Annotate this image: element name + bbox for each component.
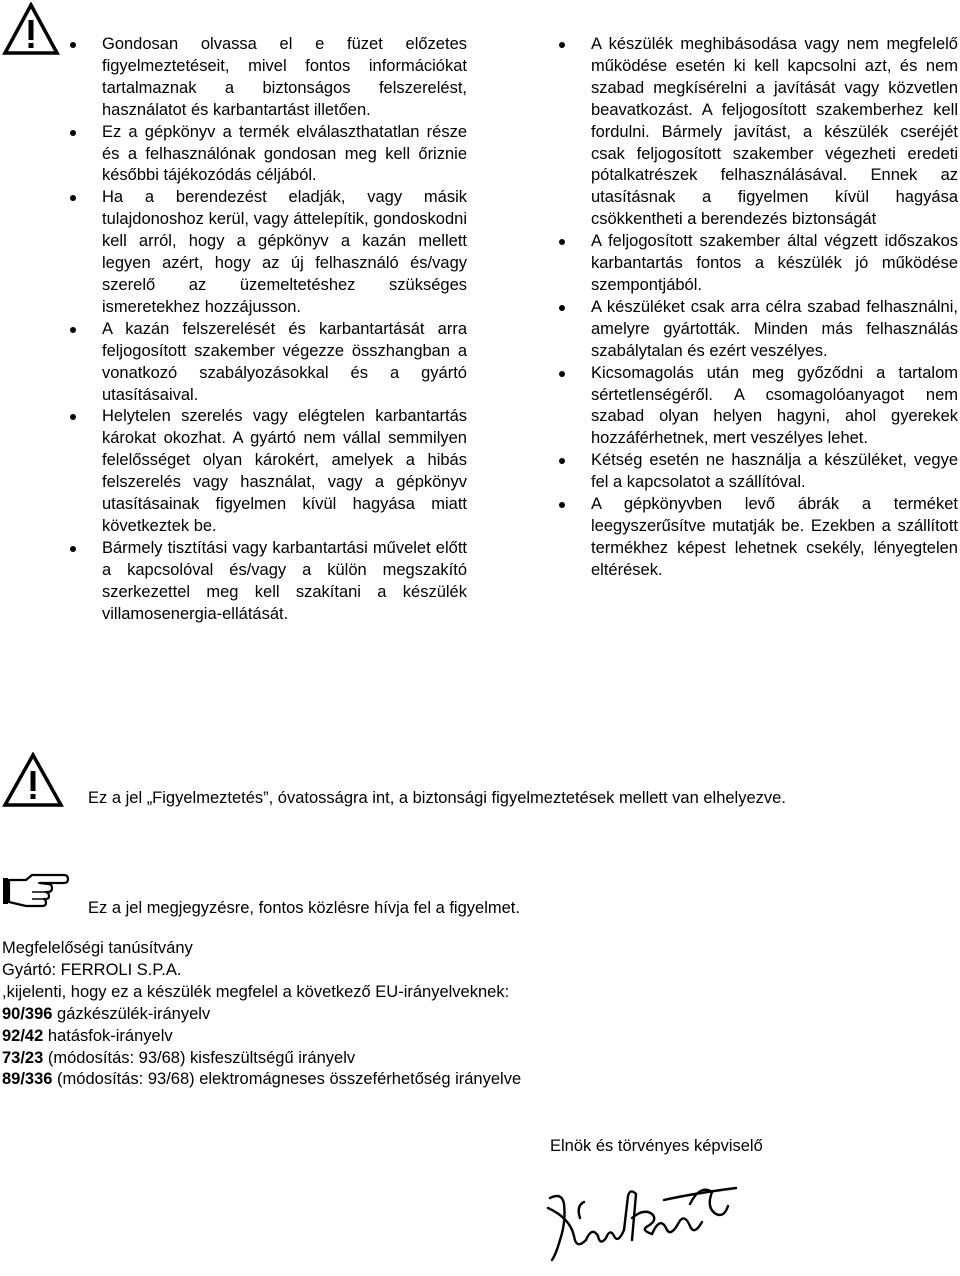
bullet-icon: [70, 130, 76, 136]
list-item: A gépkönyvben levő ábrák a terméket leegyszerűsítve mutatják be. Ezekben a szállított termékhez képest lehetnek csekély, lényegtelen eltérések.: [559, 494, 958, 582]
bullet-icon: [70, 546, 76, 552]
list-item: Gondosan olvassa el e füzet előzetes figyelmeztetéseit, mivel fontos információkat tartalmaznak a biztonságos felszerelést, használatot és karbantartást illetően.: [70, 34, 467, 122]
directive-code: 89/336: [2, 1070, 53, 1089]
list-item: A készüléket csak arra célra szabad felhasználni, amelyre gyártották. Minden más felhasználás szabálytalan és ezért veszélyes.: [559, 297, 958, 363]
signature-icon: [540, 1178, 740, 1268]
directive-line: [2, 1026, 902, 1048]
bullet-icon: [559, 239, 565, 245]
bullet-icon: [70, 327, 76, 333]
directive-line: [2, 1069, 902, 1091]
directive-text: hatásfok-irányelv: [43, 1026, 173, 1045]
directive-code: 90/396: [2, 1004, 53, 1023]
list-item: Ez a gépkönyv a termék elválaszthatatlan része és a felhasználónak gondosan meg kell őriznie későbbi tájékozódás céljából.: [70, 122, 467, 188]
declaration-statement: ,kijelenti, hogy ez a készülék megfelel a következő EU-irányelveknek:: [2, 982, 510, 1001]
warnings-right-column: [559, 34, 958, 582]
note-legend: [0, 866, 960, 926]
list-item: Kicsomagolás után meg győződni a tartalom sértetlenségéről. A csomagolóanyagot nem szabad olyan helyen hagyni, ahol gyerekek hozzáférhetnek, mert veszélyes lehet.: [559, 363, 958, 451]
directive-line: [2, 1004, 902, 1026]
list-item: Ha a berendezést eladják, vagy másik tulajdonoshoz kerül, vagy áttelepítik, gondoskodni kell arról, hogy a gépkönyv a kazán mellett legyen azért, hogy az új felhasználó és/vagy szerelő az üzemeltetéshez szükséges ismeretekhez hozzájusson.: [70, 187, 467, 318]
warning-legend: [0, 750, 960, 810]
declaration-title: Megfelelőségi tanúsítvány: [2, 939, 193, 957]
directive-text: (módosítás: 93/68) kisfeszültségű irányelv: [43, 1048, 356, 1067]
conformity-declaration: [2, 938, 902, 1091]
warning-triangle-icon: [2, 2, 60, 56]
manufacturer: Gyártó: FERROLI S.P.A.: [2, 960, 182, 979]
list-item: A feljogosított szakember által végzett időszakos karbantartás fontos a készülék jó működése szempontjából.: [559, 231, 958, 297]
list-item: Kétség esetén ne használja a készüléket, vegye fel a kapcsolatot a szállítóval.: [559, 450, 958, 494]
warning-legend-text: Ez a jel „Figyelmeztetés”, óvatosságra int, a biztonsági figyelmeztetések mellett van elhelyezve.: [88, 789, 786, 807]
bullet-icon: [559, 458, 565, 464]
note-legend-text: Ez a jel megjegyzésre, fontos közlésre hívja fel a figyelmet.: [88, 899, 520, 917]
directive-line: [2, 1048, 902, 1070]
warnings-left-column: [70, 34, 467, 625]
directive-text: gázkészülék-irányelv: [52, 1004, 211, 1023]
directive-code: 92/42: [2, 1026, 44, 1045]
list-item: Helytelen szerelés vagy elégtelen karbantartás károkat okozhat. A gyártó nem vállal semmilyen felelősséget olyan károkért, amelyek a hibás felszerelés vagy használat, vagy a gépkönyv utasításainak figyelmen kívül hagyása miatt következtek be.: [70, 406, 467, 537]
bullet-icon: [70, 414, 76, 420]
warning-triangle-icon: [2, 752, 64, 808]
list-item: A kazán felszerelését és karbantartását arra feljogosított szakember végezze összhangban a vonatkozó szabályozásokkal és a gyártó utasításaival.: [70, 319, 467, 407]
list-item: A készülék meghibásodása vagy nem megfelelő működése esetén ki kell kapcsolni azt, és nem szabad megkísérelni a javítását vagy közvetlen beavatkozást. A feljogosított szakemberhez kell fordulni. Bármely javítást, a készülék cseréjét csak feljogosított szakember végezheti eredeti pótalkatrészek felhasználásával. Ennek az utasításnak a figyelmen kívül hagyása csökkentheti a berendezés biztonságát: [559, 34, 958, 231]
bullet-icon: [70, 42, 76, 48]
signatory-label: Elnök és törvényes képviselő: [550, 1137, 763, 1155]
directive-text: (módosítás: 93/68) elektromágneses összeférhetőség irányelve: [52, 1070, 522, 1089]
bullet-icon: [559, 42, 565, 48]
bullet-icon: [559, 305, 565, 311]
bullet-icon: [559, 371, 565, 377]
pointing-hand-icon: [2, 870, 70, 910]
bullet-icon: [559, 502, 565, 508]
bullet-icon: [70, 195, 76, 201]
list-item: Bármely tisztítási vagy karbantartási művelet előtt a kapcsolóval és/vagy a külön megszakító szerkezettel meg kell szakítani a készülék villamosenergia-ellátását.: [70, 538, 467, 626]
directive-code: 73/23: [2, 1048, 44, 1067]
